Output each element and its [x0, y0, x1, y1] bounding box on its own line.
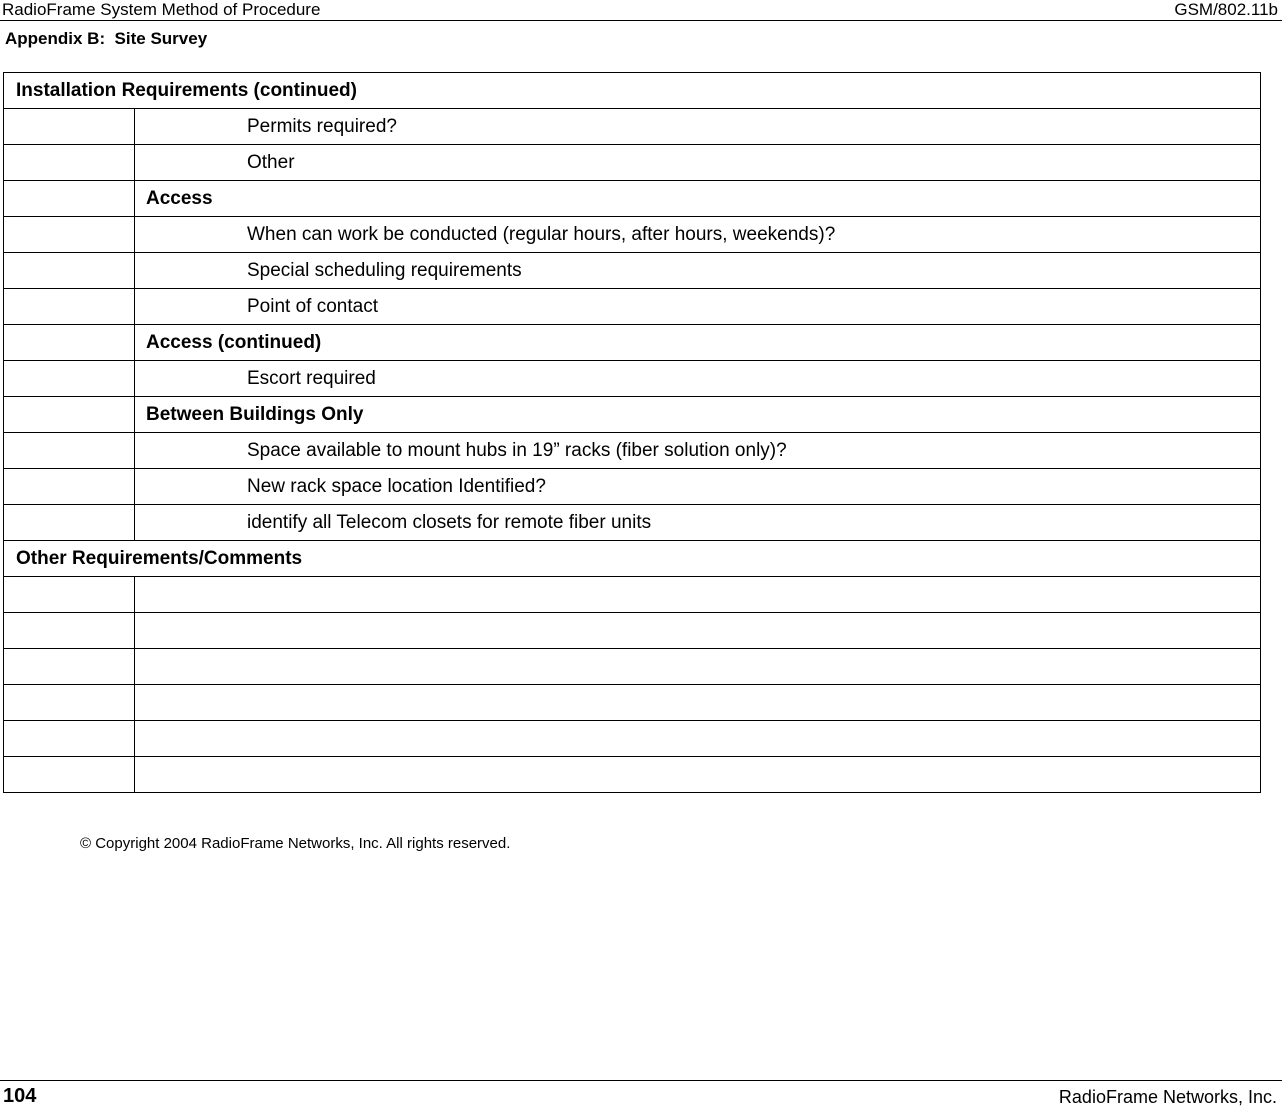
requirement-item: New rack space location Identified?	[135, 469, 1261, 505]
table-row	[4, 145, 1261, 181]
check-cell[interactable]	[4, 469, 135, 505]
table-row	[4, 613, 1261, 649]
table-row	[4, 505, 1261, 541]
requirement-item: When can work be conducted (regular hours, after hours, weekends)?	[135, 217, 1261, 253]
check-cell[interactable]	[4, 757, 135, 793]
check-cell[interactable]	[4, 217, 135, 253]
page-header	[0, 0, 1282, 21]
table-row	[4, 577, 1261, 613]
requirement-item: Permits required?	[135, 109, 1261, 145]
table-row	[4, 685, 1261, 721]
comment-cell[interactable]	[135, 721, 1261, 757]
comment-cell[interactable]	[135, 649, 1261, 685]
table-row	[4, 433, 1261, 469]
subsection-heading: Access (continued)	[135, 325, 1261, 361]
table-row	[4, 757, 1261, 793]
check-cell[interactable]	[4, 361, 135, 397]
table-row	[4, 649, 1261, 685]
requirement-item: identify all Telecom closets for remote fiber units	[135, 505, 1261, 541]
table-row	[4, 73, 1261, 109]
table-row	[4, 181, 1261, 217]
comment-cell[interactable]	[135, 757, 1261, 793]
check-cell[interactable]	[4, 433, 135, 469]
table-row	[4, 541, 1261, 577]
check-cell[interactable]	[4, 109, 135, 145]
subsection-heading: Between Buildings Only	[135, 397, 1261, 433]
check-cell[interactable]	[4, 145, 135, 181]
table-row	[4, 325, 1261, 361]
page-footer	[0, 1080, 1282, 1106]
subsection-heading: Access	[135, 181, 1261, 217]
table-row	[4, 253, 1261, 289]
site-survey-table	[3, 72, 1261, 793]
table-row	[4, 397, 1261, 433]
site-survey-table-body	[4, 73, 1261, 793]
comment-cell[interactable]	[135, 577, 1261, 613]
check-cell[interactable]	[4, 253, 135, 289]
document-title: RadioFrame System Method of Procedure	[2, 0, 321, 19]
check-cell[interactable]	[4, 685, 135, 721]
check-cell[interactable]	[4, 505, 135, 541]
requirement-item: Space available to mount hubs in 19” racks (fiber solution only)?	[135, 433, 1261, 469]
requirement-item: Special scheduling requirements	[135, 253, 1261, 289]
section-heading: Other Requirements/Comments	[4, 541, 1261, 577]
check-cell[interactable]	[4, 613, 135, 649]
check-cell[interactable]	[4, 181, 135, 217]
table-row	[4, 721, 1261, 757]
requirement-item: Other	[135, 145, 1261, 181]
check-cell[interactable]	[4, 325, 135, 361]
requirement-item: Point of contact	[135, 289, 1261, 325]
check-cell[interactable]	[4, 397, 135, 433]
table-row	[4, 217, 1261, 253]
check-cell[interactable]	[4, 577, 135, 613]
page-number: 104	[3, 1085, 37, 1107]
comment-cell[interactable]	[135, 685, 1261, 721]
requirement-item: Escort required	[135, 361, 1261, 397]
table-row	[4, 109, 1261, 145]
check-cell[interactable]	[4, 649, 135, 685]
section-heading: Installation Requirements (continued)	[4, 73, 1261, 109]
table-row	[4, 289, 1261, 325]
document-product: GSM/802.11b	[1174, 0, 1278, 19]
company-name: RadioFrame Networks, Inc.	[1058, 1087, 1277, 1107]
check-cell[interactable]	[4, 721, 135, 757]
comment-cell[interactable]	[135, 613, 1261, 649]
table-row	[4, 361, 1261, 397]
appendix-title: Appendix B: Site Survey	[5, 29, 208, 48]
table-row	[4, 469, 1261, 505]
check-cell[interactable]	[4, 289, 135, 325]
copyright-notice: © Copyright 2004 RadioFrame Networks, Inc. All rights reserved.	[80, 835, 511, 852]
